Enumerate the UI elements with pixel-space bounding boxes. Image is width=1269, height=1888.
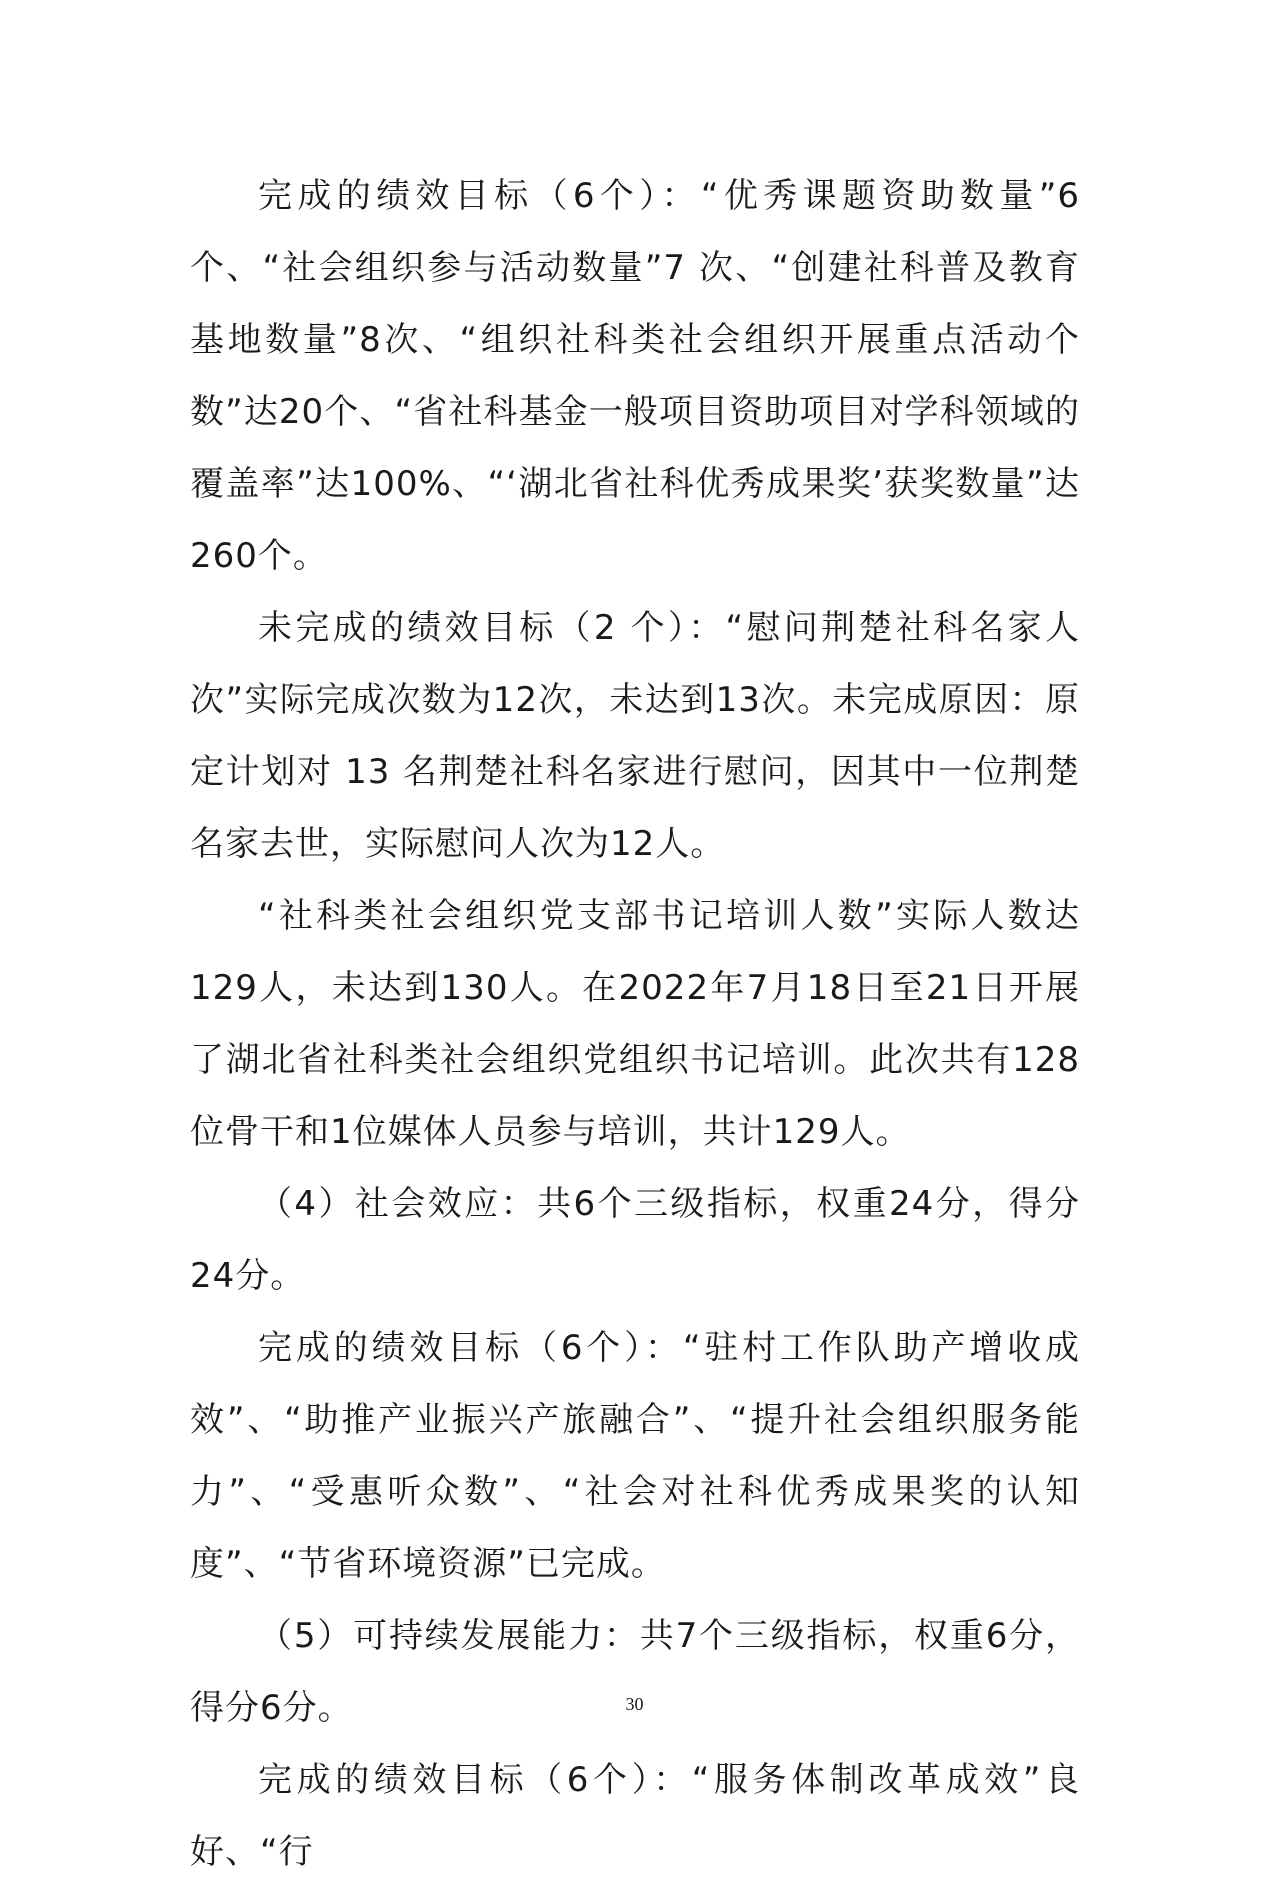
paragraph-completed-targets-3: 完成的绩效目标（6个）：“服务体制改革成效”良好、“行 xyxy=(190,1760,1080,1872)
paragraph-training-count: “社科类社会组织党支部书记培训人数”实际人数达 129人，未达到130人。在2022年7月18日至21日开展了湖北省社科类社会组织党组织书记培训。此次共有128位骨干和1位媒体人员参与培训，共计129人。 xyxy=(190,896,1080,1152)
paragraph-completed-targets-1: 完成的绩效目标（6个）：“优秀课题资助数量”6个、“社会组织参与活动数量”7 次、“创建社科普及教育基地数量”8次、“组织社科类社会组织开展重点活动个数”达20个、“省社科基金一般项目资助项目对学科领域的覆盖率”达100%、“‘湖北省社科优秀成果奖’获奖数量”达260个。 xyxy=(190,176,1080,576)
paragraph-social-effect-heading: （4）社会效应：共6个三级指标，权重24分，得分24分。 xyxy=(190,1184,1080,1296)
paragraph-sustainability-heading: （5）可持续发展能力：共7个三级指标，权重6分，得分6分。 xyxy=(190,1616,1080,1728)
paragraph-uncompleted-targets: 未完成的绩效目标（2 个）：“慰问荆楚社科名家人次”实际完成次数为12次，未达到13次。未完成原因：原定计划对 13 名荆楚社科名家进行慰问，因其中一位荆楚名家去世，实际慰问人次为12人。 xyxy=(190,608,1080,864)
body-text xyxy=(190,160,1080,1888)
page-number: 30 xyxy=(625,1694,644,1714)
paragraph-completed-targets-2: 完成的绩效目标（6个）：“驻村工作队助产增收成效”、“助推产业振兴产旅融合”、“提升社会组织服务能力”、“受惠听众数”、“社会对社科优秀成果奖的认知度”、“节省环境资源”已完成。 xyxy=(190,1328,1080,1584)
